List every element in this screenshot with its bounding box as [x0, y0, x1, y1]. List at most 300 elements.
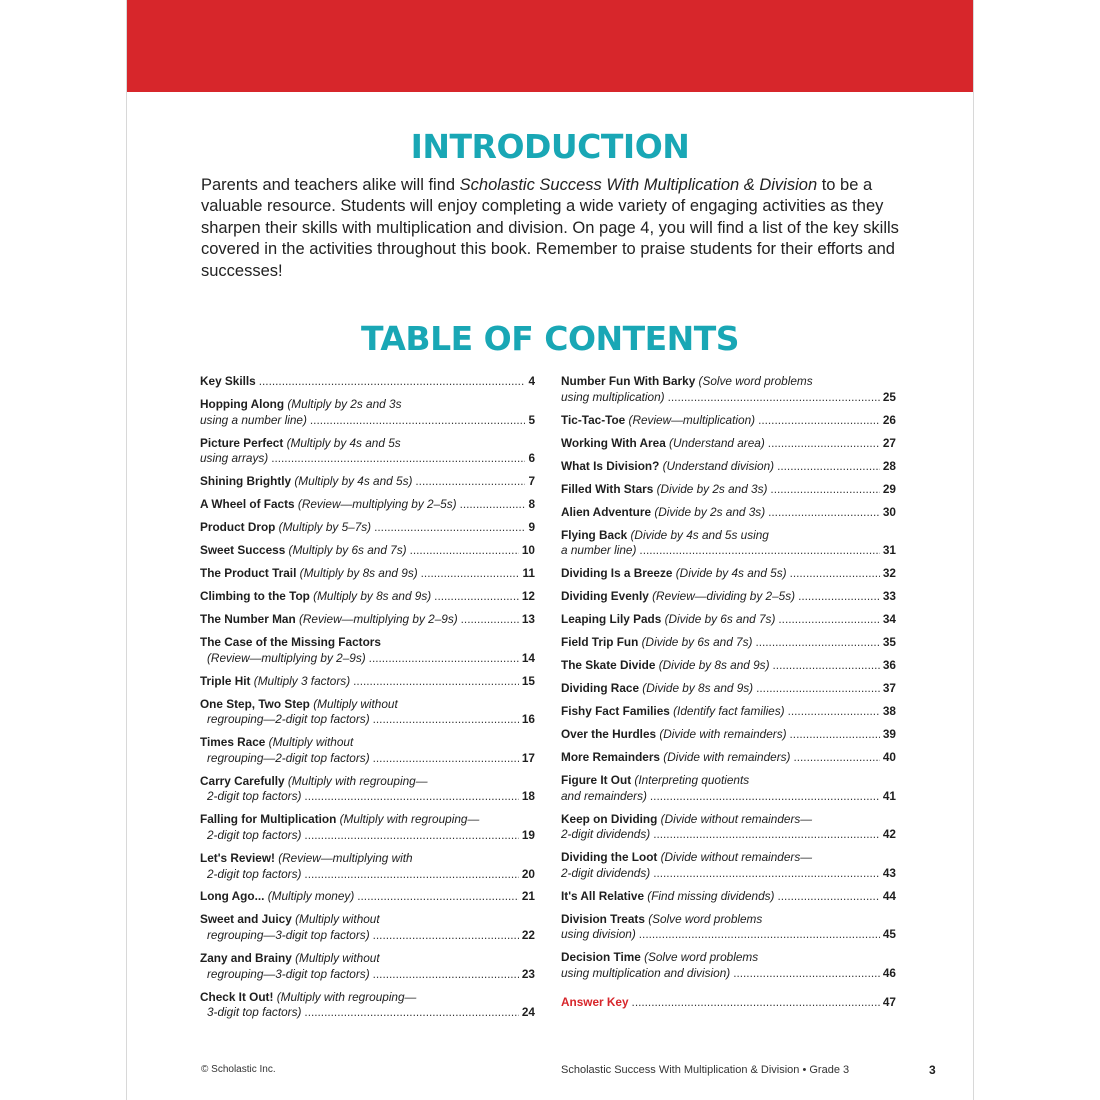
- toc-page-number: 22: [521, 928, 535, 943]
- toc-entry: [561, 413, 896, 429]
- toc-entry: [200, 436, 535, 467]
- toc-entry-description: (Review—multiplying by 2–9s): [298, 612, 458, 627]
- toc-entry-description: using multiplication): [561, 389, 665, 404]
- toc-entry-line: [561, 482, 896, 498]
- toc-entry: [200, 912, 535, 943]
- toc-entry-title: Zany and Brainy: [200, 951, 292, 966]
- toc-entry-description: (Divide by 2s and 3s): [654, 504, 766, 519]
- toc-entry: [561, 950, 896, 981]
- toc-page-number: 42: [882, 827, 896, 842]
- toc-entry-line: [200, 990, 535, 1006]
- toc-page-number: 21: [521, 889, 535, 904]
- toc-entry-title: Figure It Out: [561, 772, 632, 787]
- toc-entry-line: [561, 866, 896, 882]
- toc-entry-description: (Multiply by 4s and 5s: [286, 435, 401, 450]
- toc-entry: [561, 889, 896, 905]
- toc-entry-title: Product Drop: [200, 520, 276, 535]
- toc-entry-line: [200, 413, 535, 429]
- toc-entry-title: More Remainders: [561, 749, 660, 764]
- toc-entry-line: [561, 812, 896, 828]
- dot-leader: [304, 828, 518, 844]
- toc-entry-line: [561, 658, 896, 674]
- toc-entry-line: [561, 789, 896, 805]
- toc-entry-description: (Identify fact families): [673, 703, 785, 718]
- dot-leader: [410, 543, 519, 559]
- toc-page-number: 5: [528, 412, 535, 427]
- toc-entry-description: (Multiply without: [295, 951, 380, 966]
- toc-entry-title: Field Trip Fun: [561, 635, 639, 650]
- toc-entry-description: 3-digit top factors): [207, 1005, 302, 1020]
- toc-entry-description: (Divide without remainders—: [660, 811, 813, 826]
- dot-leader: [777, 459, 880, 475]
- toc-entry-line: [200, 651, 535, 667]
- table-of-contents-heading: TABLE OF CONTENTS: [360, 319, 740, 358]
- dot-leader: [357, 889, 519, 905]
- toc-page-number: 29: [882, 481, 896, 496]
- toc-page-number: 40: [882, 749, 896, 764]
- toc-entry-title: Division Treats: [561, 911, 645, 926]
- dot-leader: [755, 635, 879, 651]
- dot-leader: [790, 727, 880, 743]
- toc-entry-line: [200, 397, 535, 413]
- toc-entry: [200, 520, 535, 536]
- toc-entry-title: A Wheel of Facts: [200, 497, 295, 512]
- toc-page-number: 23: [521, 966, 535, 981]
- toc-entry-description: (Multiply by 8s and 9s): [299, 566, 418, 581]
- introduction-heading: INTRODUCTION: [410, 127, 690, 166]
- toc-entry-line: [561, 543, 896, 559]
- toc-entry-description: (Divide by 8s and 9s): [642, 681, 754, 695]
- toc-entry-description: (Multiply without: [313, 696, 398, 711]
- toc-entry-description: regrouping—3-digit top factors): [207, 966, 370, 981]
- toc-entry-title: Decision Time: [561, 950, 641, 965]
- toc-entry: [200, 397, 535, 428]
- toc-page-number: 6: [528, 451, 535, 466]
- toc-entry: [561, 482, 896, 498]
- toc-entry: [200, 889, 535, 905]
- toc-answer-key: [561, 995, 896, 1011]
- page-number: 3: [929, 1063, 936, 1077]
- dot-leader: [790, 566, 880, 582]
- toc-entry-title: The Number Man: [200, 612, 296, 627]
- toc-entry-title: Shining Brightly: [200, 474, 292, 489]
- dot-leader: [415, 474, 525, 490]
- toc-page-number: 36: [882, 658, 896, 673]
- toc-entry-line: [561, 773, 896, 789]
- toc-entry-title: One Step, Two Step: [200, 696, 310, 711]
- toc-entry-title: Let's Review!: [200, 850, 275, 865]
- toc-entry: [200, 589, 535, 605]
- toc-entry-title: Dividing Race: [561, 681, 640, 695]
- toc-entry-title: Dividing the Loot: [561, 850, 658, 865]
- dot-leader: [369, 651, 519, 667]
- toc-entry-line: [561, 727, 896, 743]
- dot-leader: [798, 589, 880, 605]
- toc-entry-line: [200, 374, 535, 390]
- toc-entry-title: Key Skills: [200, 374, 256, 388]
- toc-entry-title: Long Ago...: [200, 889, 265, 904]
- toc-entry-line: [561, 950, 896, 966]
- toc-entry-description: 2-digit top factors): [207, 789, 302, 804]
- toc-entry-title: Times Race: [200, 735, 266, 750]
- toc-entry-description: regrouping—2-digit top factors): [207, 750, 370, 765]
- dot-leader: [639, 543, 879, 559]
- toc-entry-line: [200, 697, 535, 713]
- toc-entry-description: (Multiply by 2s and 3s: [287, 396, 402, 411]
- toc-entry-line: [561, 750, 896, 766]
- toc-entry: [561, 812, 896, 843]
- toc-page-number: 7: [528, 474, 535, 489]
- toc-entry: [200, 697, 535, 728]
- dot-leader: [756, 681, 880, 697]
- toc-entry-line: [200, 789, 535, 805]
- toc-entry-line: [561, 528, 896, 544]
- toc-entry-line: [200, 867, 535, 883]
- toc-entry: [561, 505, 896, 521]
- toc-entry-line: [561, 912, 896, 928]
- toc-entry-description: regrouping—2-digit top factors): [207, 712, 370, 727]
- toc-entry-line: [200, 436, 535, 452]
- dot-leader: [793, 750, 879, 766]
- dot-leader: [304, 789, 518, 805]
- dot-leader: [778, 889, 880, 905]
- toc-page-number: 45: [882, 927, 896, 942]
- toc-entry-title: The Product Trail: [200, 566, 297, 581]
- toc-entry-title: Leaping Lily Pads: [561, 612, 662, 627]
- toc-entry: [561, 436, 896, 452]
- dot-leader: [271, 451, 525, 467]
- toc-page-number: 24: [521, 1005, 535, 1020]
- dot-leader: [770, 482, 879, 498]
- toc-page-number: 43: [882, 865, 896, 880]
- toc-entry-line: [561, 390, 896, 406]
- toc-entry-title: Check It Out!: [200, 989, 274, 1004]
- dot-leader: [373, 712, 519, 728]
- dot-leader: [650, 789, 880, 805]
- toc-entry-description: (Divide by 2s and 3s): [656, 481, 768, 496]
- toc-entry-description: using division): [561, 927, 636, 942]
- toc-entry-line: [200, 951, 535, 967]
- toc-entry: [200, 374, 535, 390]
- toc-entry-title: Fishy Fact Families: [561, 703, 670, 718]
- toc-entry: [200, 474, 535, 490]
- toc-entry-title: Flying Back: [561, 527, 628, 542]
- toc-entry-description: a number line): [561, 543, 637, 558]
- toc-page-number: 10: [521, 543, 535, 558]
- toc-entry-line: [200, 774, 535, 790]
- toc-entry: [561, 681, 896, 697]
- toc-entry-description: (Divide by 8s and 9s): [658, 658, 770, 673]
- toc-entry-title: Sweet Success: [200, 543, 286, 558]
- toc-page-number: 8: [528, 497, 535, 512]
- toc-entry-line: [200, 735, 535, 751]
- toc-entry-description: (Understand division): [662, 458, 775, 473]
- toc-entry: [561, 566, 896, 582]
- toc-page-number: 14: [521, 650, 535, 665]
- toc-entry: [200, 990, 535, 1021]
- dot-leader: [259, 374, 526, 390]
- toc-entry: [561, 459, 896, 475]
- toc-entry-line: [561, 374, 896, 390]
- toc-entry-description: (Multiply without: [268, 735, 354, 750]
- toc-entry: [561, 750, 896, 766]
- dot-leader: [460, 497, 526, 513]
- toc-page-number: 26: [882, 412, 896, 427]
- toc-page-number: 9: [528, 520, 535, 535]
- toc-entry-line: [200, 928, 535, 944]
- toc-entry: [200, 951, 535, 982]
- toc-entry: [200, 774, 535, 805]
- toc-entry-line: [200, 1005, 535, 1021]
- toc-entry-description: (Review—multiplication): [628, 412, 756, 427]
- dot-leader: [421, 566, 520, 582]
- toc-entry-description: (Divide with remainders): [663, 749, 791, 764]
- dot-leader: [773, 658, 880, 674]
- book-page: [127, 0, 973, 1100]
- toc-entry-line: [200, 474, 535, 490]
- toc-entry-line: [200, 589, 535, 605]
- toc-page-number: 27: [882, 435, 896, 450]
- toc-entry-title: The Case of the Missing Factors: [200, 635, 381, 650]
- toc-page-number: 16: [521, 712, 535, 727]
- intro-text-before: Parents and teachers alike will find: [201, 176, 460, 194]
- dot-leader: [632, 995, 880, 1011]
- toc-entry-title: Over the Hurdles: [561, 726, 657, 741]
- toc-entry-description: (Multiply by 8s and 9s): [313, 589, 432, 604]
- toc-page-number: 34: [882, 612, 896, 627]
- toc-entry-line: [200, 912, 535, 928]
- toc-entry-line: [200, 851, 535, 867]
- toc-entry-description: (Solve word problems: [644, 950, 759, 965]
- toc-entry-line: [561, 589, 896, 605]
- toc-entry-description: (Multiply by 6s and 7s): [288, 543, 407, 558]
- toc-left-column: [200, 374, 535, 1028]
- toc-entry: [561, 612, 896, 628]
- toc-entry-description: (Multiply with regrouping—: [276, 989, 417, 1004]
- header-color-band: [127, 0, 973, 92]
- toc-page-number: 47: [882, 995, 896, 1010]
- toc-entry-line: [561, 612, 896, 628]
- toc-entry-description: (Solve word problems: [648, 911, 763, 926]
- toc-entry-line: [561, 927, 896, 943]
- toc-entry-title: Falling for Multiplication: [200, 812, 337, 827]
- dot-leader: [653, 827, 880, 843]
- dot-leader: [373, 967, 519, 983]
- toc-entry-description: (Review—multiplying by 2–9s): [207, 650, 366, 665]
- toc-entry-title: Triple Hit: [200, 673, 251, 688]
- toc-entry: [200, 612, 535, 628]
- toc-entry-description: (Review—multiplying by 2–5s): [297, 497, 457, 512]
- dot-leader: [653, 866, 880, 882]
- toc-entry-line: [200, 612, 535, 628]
- toc-entry: [561, 374, 896, 405]
- toc-entry-description: (Divide by 6s and 7s): [641, 635, 753, 650]
- toc-entry-title: Hopping Along: [200, 396, 285, 411]
- dot-leader: [733, 966, 880, 982]
- dot-leader: [758, 413, 880, 429]
- toc-entry: [200, 543, 535, 559]
- toc-entry-description: (Understand area): [669, 435, 765, 450]
- footer-copyright: © Scholastic Inc.: [201, 1064, 276, 1075]
- toc-entry: [561, 589, 896, 605]
- toc-entry-line: [561, 966, 896, 982]
- toc-entry-title: Picture Perfect: [200, 435, 284, 450]
- toc-entry-description: (Multiply money): [267, 889, 355, 904]
- toc-entry-description: (Solve word problems: [698, 374, 813, 388]
- toc-entry-line: [561, 459, 896, 475]
- toc-page-number: 11: [522, 566, 535, 581]
- toc-entry-line: [200, 543, 535, 559]
- toc-page-number: 15: [521, 673, 535, 688]
- toc-page-number: 20: [521, 866, 535, 881]
- dot-leader: [373, 928, 519, 944]
- toc-page-number: 41: [882, 788, 896, 803]
- dot-leader: [304, 1005, 518, 1021]
- toc-entry: [561, 658, 896, 674]
- toc-entry-title: Working With Area: [561, 435, 666, 450]
- toc-entry-line: [561, 635, 896, 651]
- toc-entry-description: (Divide with remainders): [659, 726, 787, 741]
- toc-entry-line: [561, 436, 896, 452]
- toc-page-number: 44: [882, 888, 896, 903]
- toc-entry-line: [561, 413, 896, 429]
- toc-entry-description: using a number line): [200, 412, 307, 427]
- toc-entry: [561, 528, 896, 559]
- footer-book-title: Scholastic Success With Multiplication & Division • Grade 3: [561, 1064, 850, 1076]
- toc-entry-line: [561, 850, 896, 866]
- toc-entry-description: 2-digit dividends): [561, 827, 651, 842]
- dot-leader: [434, 589, 519, 605]
- dot-leader: [310, 413, 526, 429]
- toc-page-number: 37: [882, 681, 896, 695]
- toc-entry-title: It's All Relative: [561, 888, 645, 903]
- toc-entry-title: What Is Division?: [561, 458, 660, 473]
- toc-entry: [561, 704, 896, 720]
- toc-entry-line: [200, 751, 535, 767]
- toc-entry-title: Filled With Stars: [561, 481, 654, 496]
- toc-entry: [200, 851, 535, 882]
- toc-entry-description: (Multiply without: [295, 912, 380, 927]
- toc-entry: [561, 850, 896, 881]
- introduction-paragraph: [201, 175, 901, 282]
- toc-entry: [561, 912, 896, 943]
- toc-page-number: 13: [521, 612, 535, 627]
- toc-entry-description: (Divide by 6s and 7s): [664, 612, 776, 627]
- toc-entry-line: [200, 828, 535, 844]
- intro-book-title: Scholastic Success With Multiplication & Division: [459, 176, 818, 194]
- toc-entry-description: (Review—dividing by 2–5s): [652, 589, 796, 604]
- toc-entry-title: Tic-Tac-Toe: [561, 412, 626, 427]
- toc-entry: [561, 635, 896, 651]
- toc-entry-title: The Skate Divide: [561, 658, 656, 673]
- toc-entry-line: [561, 704, 896, 720]
- dot-leader: [461, 612, 519, 628]
- toc-entry-description: 2-digit top factors): [207, 827, 302, 842]
- toc-page-number: 38: [882, 703, 896, 718]
- toc-page-number: 12: [521, 589, 535, 604]
- toc-entry-line: [561, 889, 896, 905]
- dot-leader: [353, 674, 519, 690]
- toc-entry-description: (Review—multiplying with: [278, 850, 413, 865]
- toc-entry-line: [561, 827, 896, 843]
- dot-leader: [373, 751, 519, 767]
- toc-entry-line: [561, 505, 896, 521]
- toc-page-number: 46: [882, 965, 896, 980]
- toc-entry-description: (Divide without remainders—: [660, 850, 813, 865]
- toc-entry-description: using arrays): [200, 451, 269, 466]
- toc-entry-line: [200, 712, 535, 728]
- toc-entry-description: regrouping—3-digit top factors): [207, 928, 370, 943]
- dot-leader: [768, 505, 880, 521]
- toc-entry-line: [200, 451, 535, 467]
- toc-entry: [561, 727, 896, 743]
- toc-entry-title: Dividing Evenly: [561, 589, 649, 604]
- toc-entry-line: [200, 967, 535, 983]
- toc-entry-line: [200, 674, 535, 690]
- toc-entry-title: Number Fun With Barky: [561, 374, 696, 388]
- toc-page-number: 32: [882, 566, 896, 581]
- dot-leader: [668, 390, 880, 406]
- toc-right-column: [561, 374, 896, 1018]
- toc-page-number: 17: [521, 750, 535, 765]
- toc-entry-description: (Divide by 4s and 5s using: [630, 527, 769, 542]
- toc-page-number: 35: [882, 635, 896, 650]
- toc-page-number: 33: [882, 589, 896, 604]
- toc-entry-title: Answer Key: [561, 995, 629, 1010]
- dot-leader: [304, 867, 518, 883]
- toc-entry: [200, 566, 535, 582]
- toc-entry-line: [561, 995, 896, 1011]
- dot-leader: [639, 927, 880, 943]
- toc-page-number: 39: [882, 726, 896, 741]
- toc-entry: [200, 635, 535, 666]
- toc-page-number: 25: [882, 389, 896, 404]
- toc-entry: [561, 773, 896, 804]
- toc-page-number: 31: [882, 543, 896, 558]
- toc-entry-line: [200, 520, 535, 536]
- toc-entry-description: (Multiply by 4s and 5s): [294, 474, 413, 489]
- dot-leader: [768, 436, 880, 452]
- toc-entry: [200, 735, 535, 766]
- toc-entry-description: (Find missing dividends): [647, 888, 775, 903]
- toc-entry-title: Alien Adventure: [561, 504, 652, 519]
- toc-entry: [200, 674, 535, 690]
- toc-entry-description: 2-digit top factors): [207, 866, 302, 881]
- toc-entry-title: Keep on Dividing: [561, 811, 658, 826]
- dot-leader: [788, 704, 880, 720]
- dot-leader: [374, 520, 525, 536]
- toc-entry: [200, 812, 535, 843]
- toc-entry-line: [200, 566, 535, 582]
- toc-entry-title: Climbing to the Top: [200, 589, 310, 604]
- toc-entry-line: [200, 635, 535, 651]
- toc-entry-description: (Multiply with regrouping—: [339, 812, 480, 827]
- toc-entry-description: (Divide by 4s and 5s): [675, 566, 787, 581]
- toc-entry-line: [200, 497, 535, 513]
- toc-entry-line: [561, 681, 896, 697]
- toc-entry-description: (Multiply with regrouping—: [287, 773, 428, 788]
- toc-entry-description: using multiplication and division): [561, 965, 731, 980]
- toc-page-number: 19: [521, 827, 535, 842]
- toc-entry-line: [200, 812, 535, 828]
- dot-leader: [778, 612, 879, 628]
- toc-page-number: 18: [521, 789, 535, 804]
- toc-page-number: 28: [882, 458, 896, 473]
- toc-entry-description: (Multiply by 5–7s): [278, 520, 372, 535]
- toc-entry: [200, 497, 535, 513]
- toc-entry-description: and remainders): [561, 788, 647, 803]
- toc-entry-description: (Interpreting quotients: [634, 772, 750, 787]
